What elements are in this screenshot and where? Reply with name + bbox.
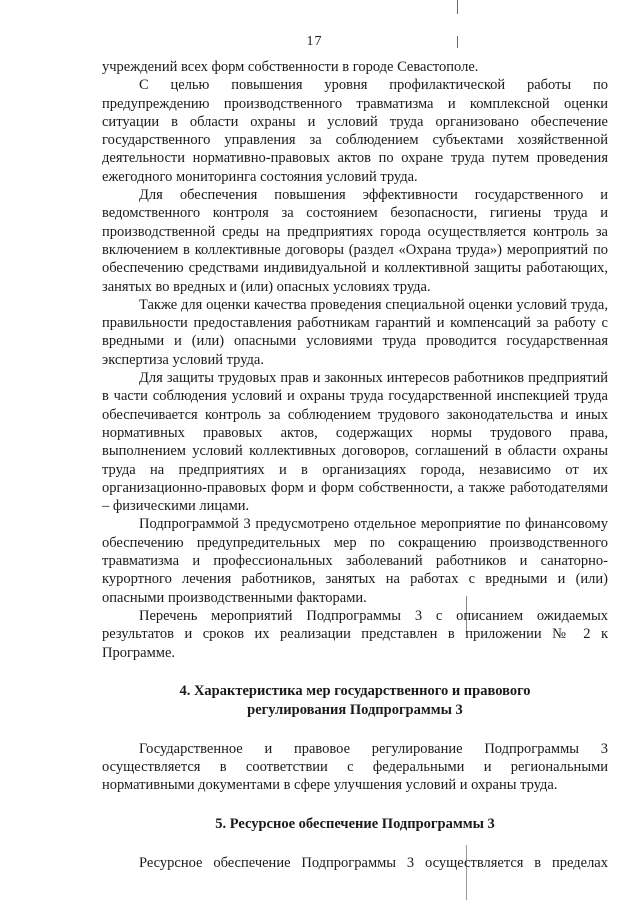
spacer [102,795,608,815]
spacer [102,834,608,854]
spacer [102,720,608,740]
paragraph-inspection: Для защиты трудовых прав и законных интересов работников предприятий в части соблюдения условий и охраны труда государственной инспекцией труда обеспечивается контроль за соблюдением трудового законодательства и иных нормативных правовых актов, содержащих нормы трудового права, выполнением условий коллективных договоров, соглашений в области охраны труда на предприятиях и в организациях города, независимо от их организационно-правовых форм и форм собственности, а также работодателями – физическими лицами. [102,370,608,515]
paragraph-financing: Подпрограммой 3 предусмотрено отдельное мероприятие по финансовому обеспечению предупредительных мер по сокращению производственного травматизма и профессиональных заболеваний работников и санаторно-курортного лечения работников, занятых на работах с вредными и (или) опасными производственными факторами. [102,516,608,606]
paragraph-annex-reference: Перечень мероприятий Подпрограммы 3 с описанием ожидаемых результатов и сроков их реализации представлен в приложении № 2 к Программе. [102,607,608,661]
paragraph-assessment: Также для оценки качества проведения специальной оценки условий труда, правильности предоставления работникам гарантий и компенсаций за работу с вредными и (или) опасными условиями труда проводится государственная экспертиза условий труда. [102,296,608,368]
spacer [102,662,608,682]
section-5-paragraph: Ресурсное обеспечение Подпрограммы 3 осуществляется в пределах [139,854,608,871]
section-4-heading-line-2: регулирования Подпрограммы 3 [247,701,463,718]
section-5-heading: 5. Ресурсное обеспечение Подпрограммы 3 [215,815,495,832]
section-4-paragraph: Государственное и правовое регулирование Подпрограммы 3 осуществляется в соответствии с федеральными и региональными нормативными документами в сфере улучшения условий и охраны труда. [102,740,608,794]
paragraph-prevention: С целью повышения уровня профилактической работы по предупреждению производственного травматизма и комплексной оценки ситуации в области охраны и условий труда организовано обеспечение государственного управления за соблюдением субъектами хозяйственной деятельности нормативно-правовых актов по охране труда путем проведения ежегодного мониторинга состояния условий труда. [102,77,608,185]
section-4-heading-line-1: 4. Характеристика мер государственного и правового [179,682,531,699]
paragraph-control: Для обеспечения повышения эффективности государственного и ведомственного контроля за состоянием безопасности, гигиены труда и производственной среды на предприятиях города осуществляется контроль за включением в коллективные договоры (раздел «Охрана труда») мероприятий по обеспечению средствами индивидуальной и коллективной защиты работающих, занятых во вредных и (или) опасных условиях труда. [102,187,608,295]
document-body [102,58,608,872]
scan-artifact-line-right [457,36,458,48]
paragraph-continuation: учреждений всех форм собственности в городе Севастополе. [102,59,479,75]
page-number: 17 [306,34,323,49]
scan-artifact-line-top [457,0,458,14]
